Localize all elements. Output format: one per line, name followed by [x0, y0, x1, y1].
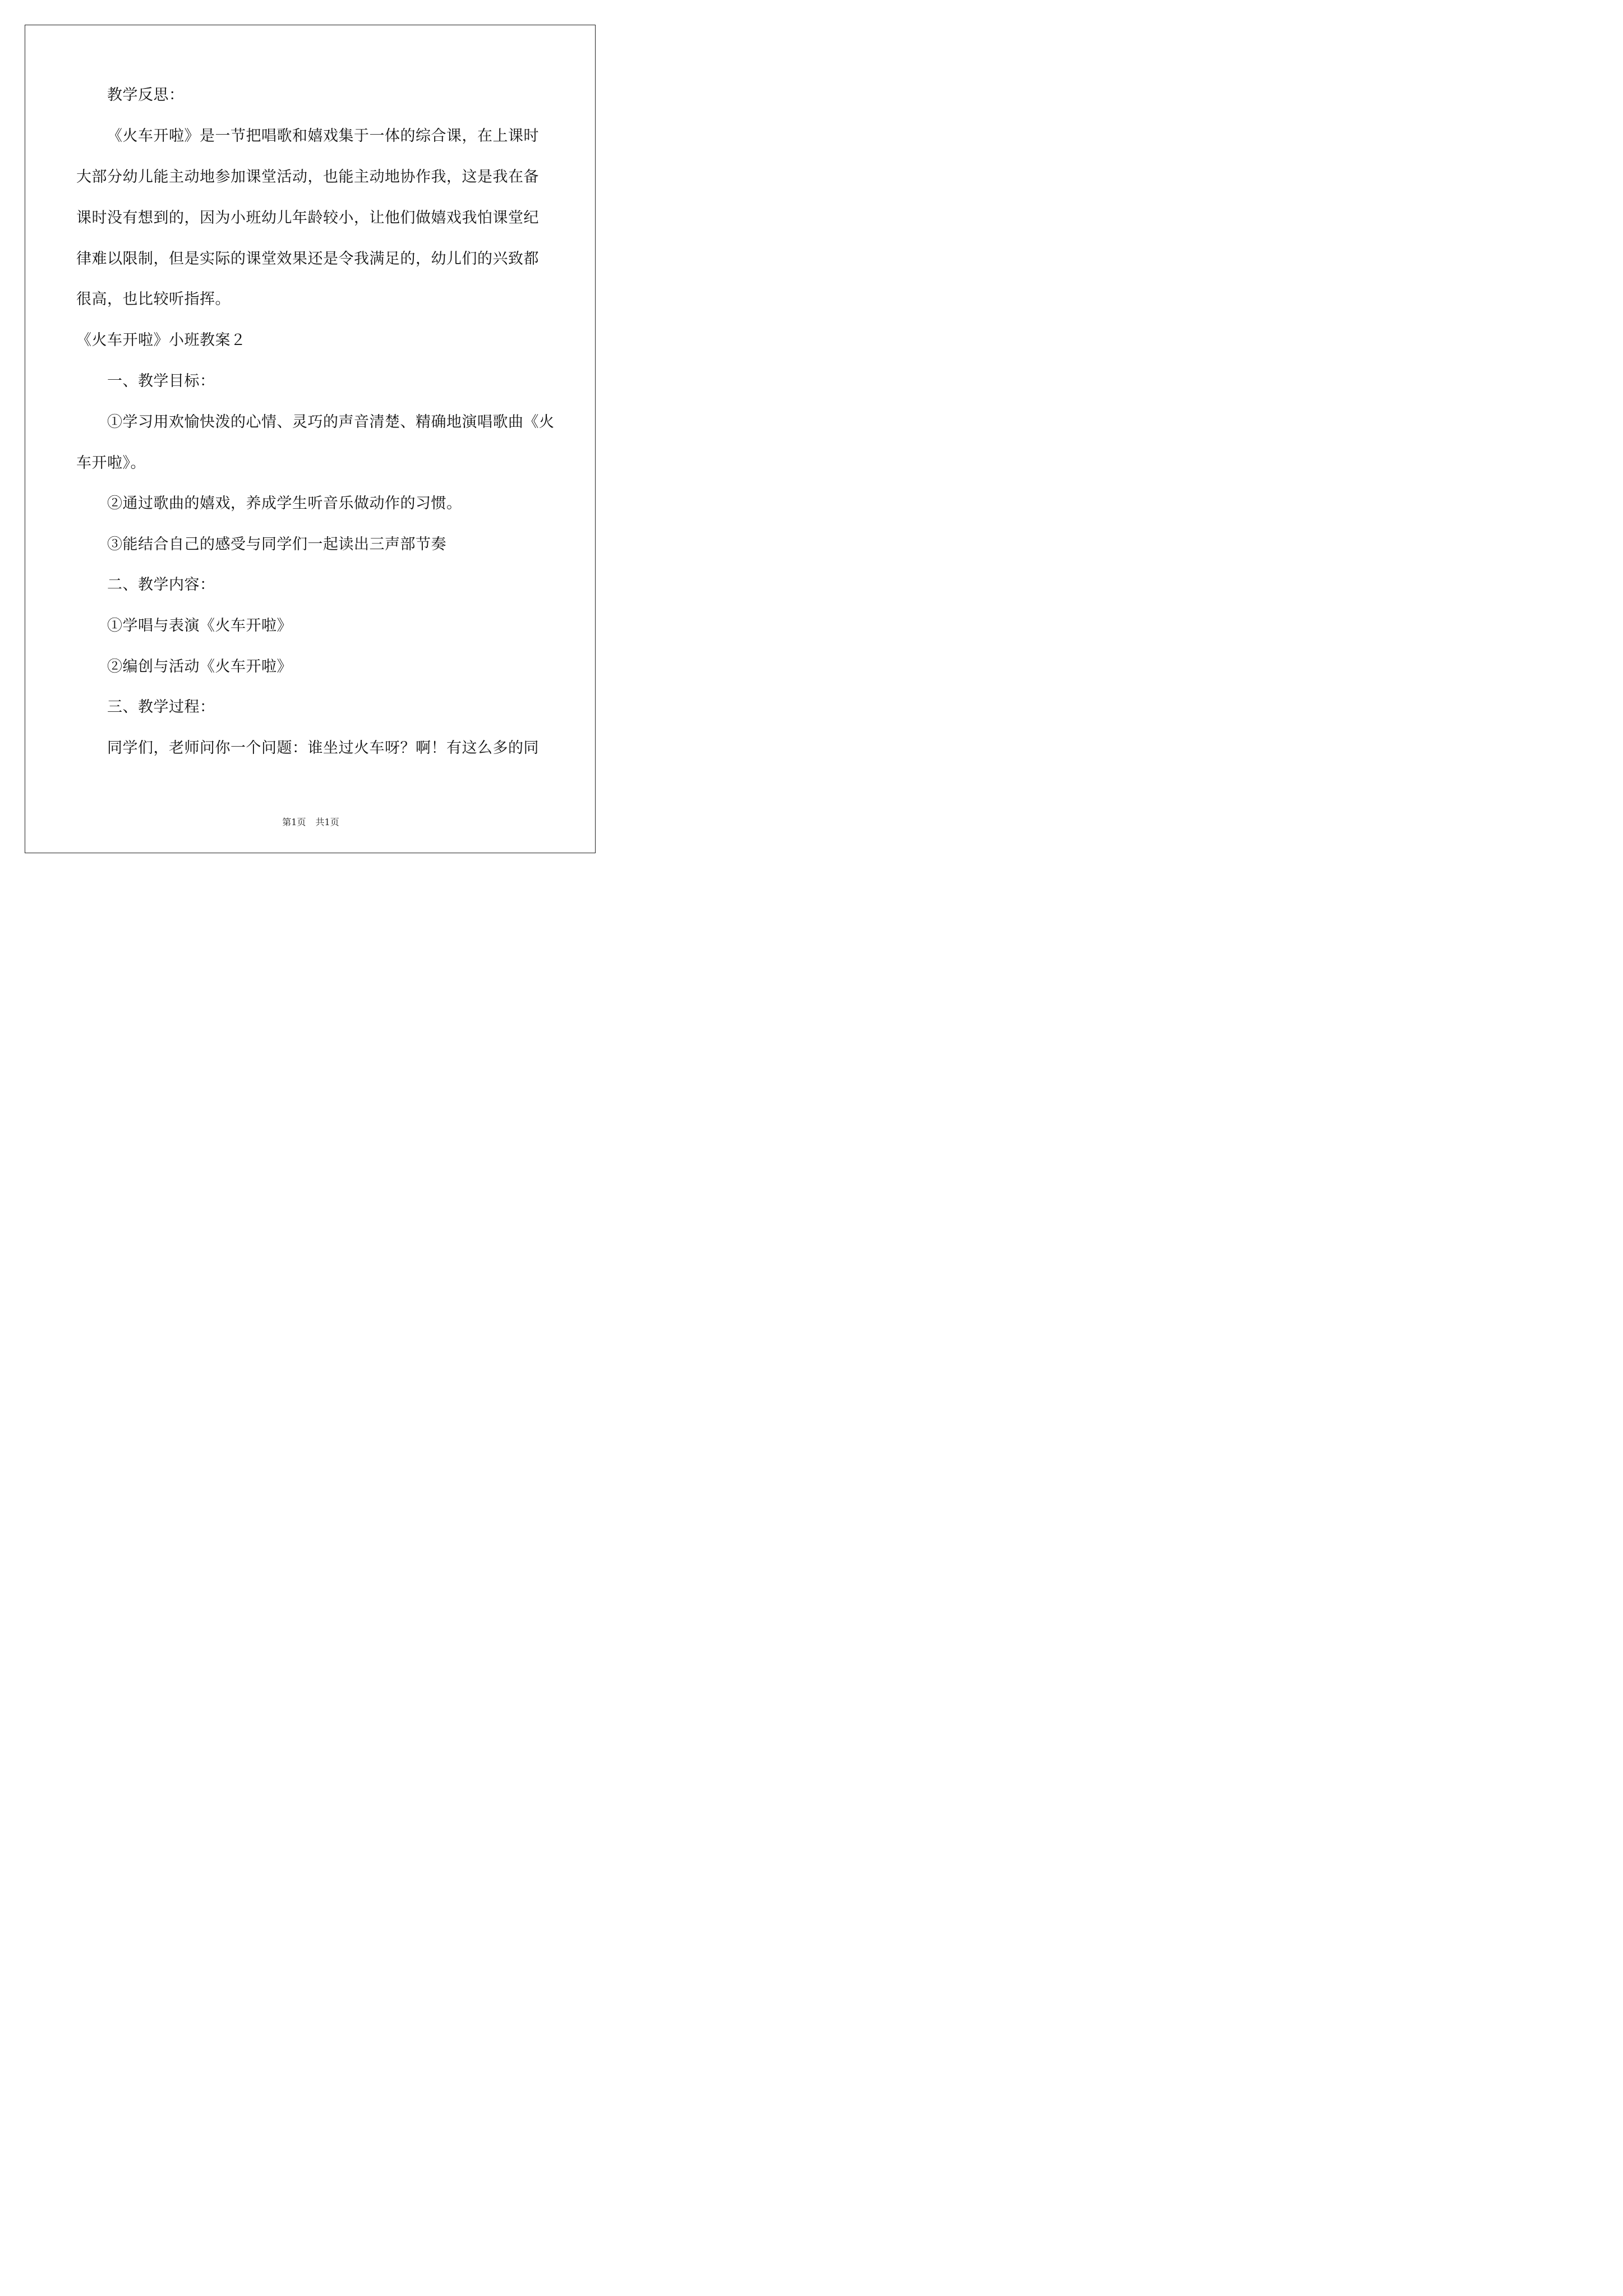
- list-item: ③能结合自己的感受与同学们一起读出三声部节奏: [107, 536, 446, 553]
- list-item: ①学唱与表演《火车开啦》: [107, 617, 292, 634]
- section-heading-content: 二、教学内容：: [107, 576, 215, 593]
- page-footer: [0, 816, 621, 829]
- paragraph-line: 很高，也比较听指挥。: [76, 291, 230, 308]
- section-heading-process: 三、教学过程：: [107, 698, 215, 716]
- paragraph-line: 律难以限制，但是实际的课堂效果还是令我满足的，幼儿们的兴致都: [76, 250, 539, 268]
- paragraph-line: 大部分幼儿能主动地参加课堂活动，也能主动地协作我，这是我在备: [76, 168, 539, 186]
- paragraph-line: 《火车开啦》是一节把唱歌和嬉戏集于一体的综合课，在上课时: [107, 127, 539, 145]
- paragraph-line: 课时没有想到的，因为小班幼儿年龄较小，让他们做嬉戏我怕课堂纪: [76, 209, 539, 227]
- page-border: [25, 25, 596, 853]
- section-heading-goals: 一、教学目标：: [107, 372, 215, 390]
- page-number: 第1页: [282, 817, 306, 827]
- section-heading-reflection: 教学反思：: [107, 86, 185, 104]
- list-item-continuation: 车开啦》。: [76, 454, 146, 472]
- paragraph-line: 同学们，老师问你一个问题：谁坐过火车呀？啊！有这么多的同: [107, 739, 539, 757]
- list-item: ①学习用欢愉快泼的心情、灵巧的声音清楚、精确地演唱歌曲《火: [107, 413, 555, 431]
- document-title: 《火车开啦》小班教案２: [76, 332, 246, 349]
- list-item: ②通过歌曲的嬉戏，养成学生听音乐做动作的习惯。: [107, 495, 462, 512]
- list-item: ②编创与活动《火车开啦》: [107, 658, 292, 675]
- page-total: 共1页: [315, 817, 339, 827]
